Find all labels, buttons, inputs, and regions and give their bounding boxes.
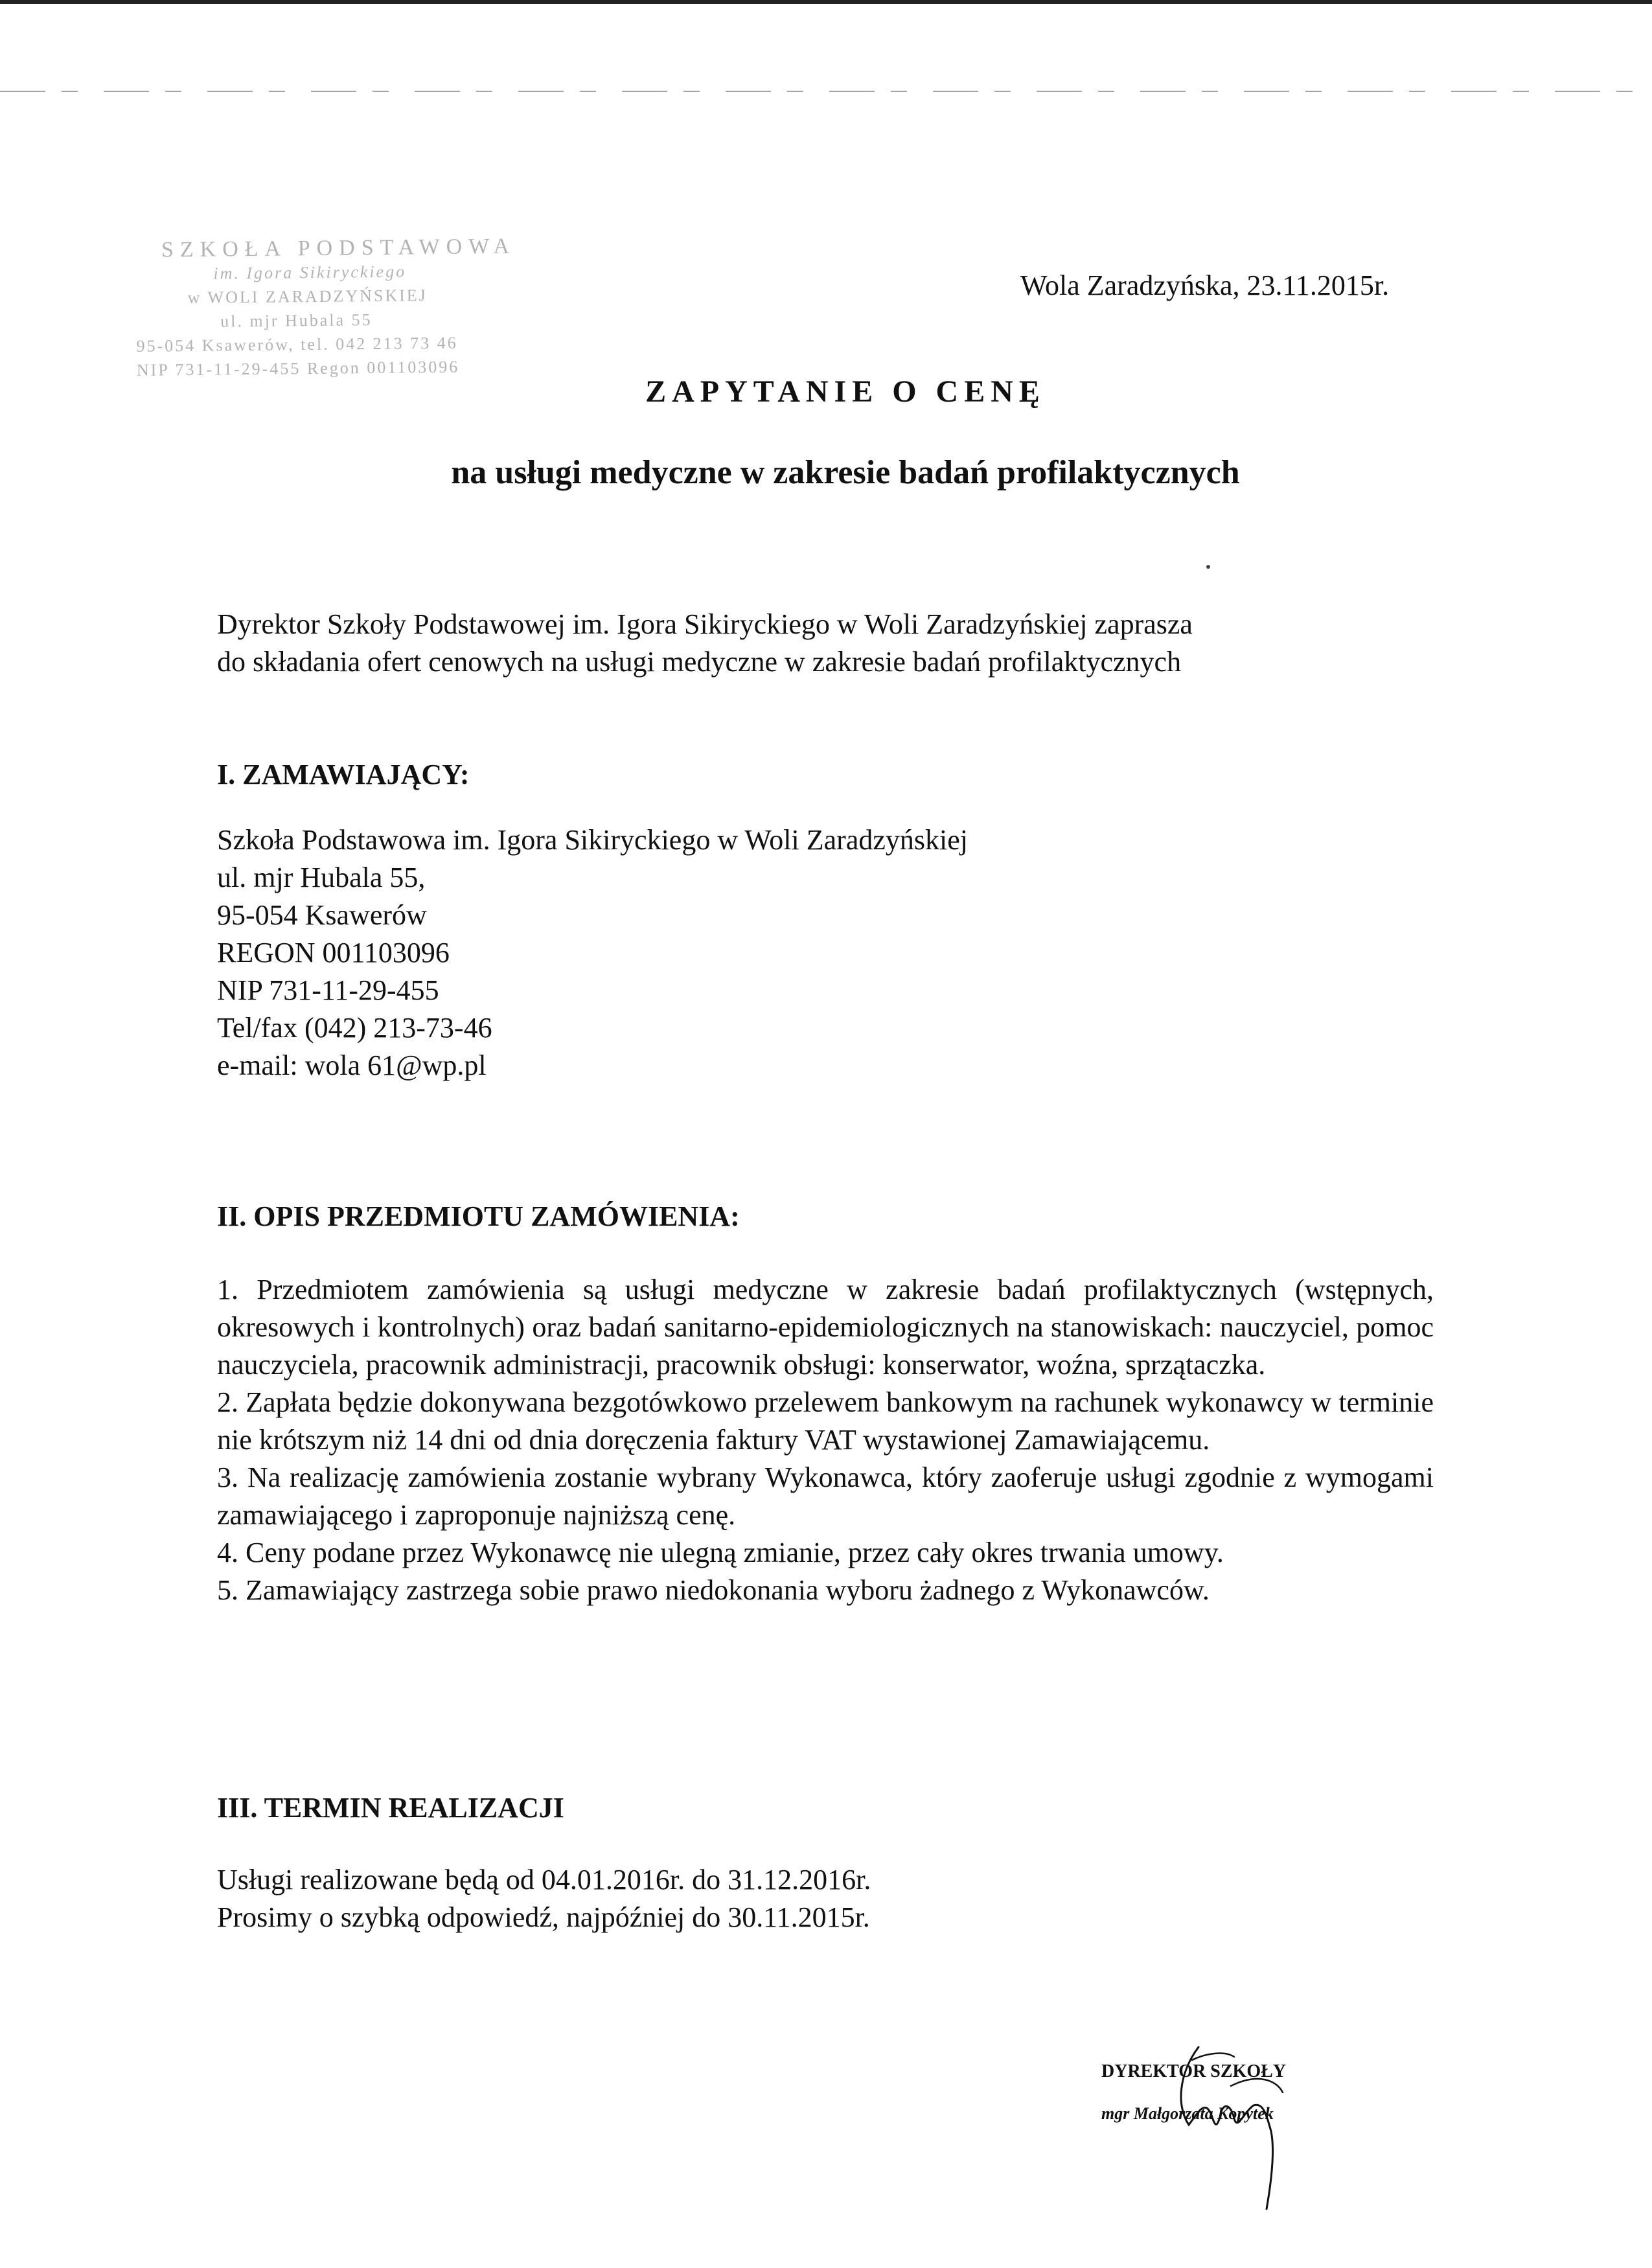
list-item: 3. Na realizację zamówienia zostanie wybrany Wykonawca, który zaoferuje usługi zgodnie z wymogami zamawiającego i zaproponuje najniższą cenę. [217,1461,1434,1531]
client-street: ul. mjr Hubala 55, [217,862,426,893]
list-item: 4. Ceny podane przez Wykonawcę nie ulegną zmianie, przez cały okres trwania umowy. [217,1537,1224,1568]
handwritten-signature [1101,2034,1348,2216]
order-description-list [217,1271,1434,1609]
list-item: 5. Zamawiający zastrzega sobie prawo niedokonania wyboru żadnego z Wykonawców. [217,1574,1210,1606]
list-item: 1. Przedmiotem zamówienia są usługi medyczne w zakresie badań profilaktycznych (wstępnych, okresowych i kontrolnych) oraz badań sanitarno-epidemiologicznych na stanowiskach: nauczyciel, pomoc nauczyciela, pracownik administracji, pracownik obsługi: konserwator, woźna, sprzątaczka. [217,1274,1434,1380]
intro-line: do składania ofert cenowych na usługi medyczne w zakresie badań profilaktycznych [217,646,1182,678]
client-details [217,821,968,1084]
document-title: ZAPYTANIE O CENĘ [645,374,1046,409]
client-name: Szkoła Podstawowa im. Igora Sikiryckiego w Woli Zaradzyńskiej [217,824,968,856]
signature-title: DYREKTOR SZKOŁY [1101,2061,1286,2081]
scan-artifact-line [0,91,1652,92]
stamp-line: 95-054 Ksawerów, tel. 042 213 73 46 [136,333,458,356]
intro-line: Dyrektor Szkoły Podstawowej im. Igora Sikiryckiego w Woli Zaradzyńskiej zaprasza [217,608,1193,640]
document-date: Wola Zaradzyńska, 23.11.2015r. [1020,269,1390,301]
client-email: e-mail: wola 61@wp.pl [217,1049,487,1081]
section-heading-client: I. ZAMAWIAJĄCY: [217,759,470,790]
stamp-line: ul. mjr Hubala 55 [220,310,373,331]
signature-name: mgr Małgorzata Kopytek [1101,2104,1274,2123]
intro-paragraph [217,606,1435,681]
client-nip: NIP 731-11-29-455 [217,974,439,1006]
document-subtitle: na usługi medyczne w zakresie badań profilaktycznych [451,454,1240,491]
term-details [217,1861,871,1936]
scan-speck [1206,565,1210,569]
term-line: Usługi realizowane będą od 04.01.2016r. do 31.12.2016r. [217,1864,871,1896]
school-stamp [122,234,516,387]
stamp-line: SZKOŁA PODSTAWOWA [161,234,516,262]
section-heading-order-description: II. OPIS PRZEDMIOTU ZAMÓWIENIA: [217,1200,740,1232]
scan-border-top [0,0,1652,4]
stamp-line: NIP 731-11-29-455 Regon 001103096 [136,357,460,380]
signature-block [1101,2034,1348,2216]
list-item: 2. Zapłata będzie dokonywana bezgotówkowo przelewem bankowym na rachunek wykonawcy w terminie nie krótszym niż 14 dni od dnia doręczenia faktury VAT wystawionej Zamawiającemu. [217,1386,1434,1456]
client-regon: REGON 001103096 [217,937,450,968]
section-heading-term: III. TERMIN REALIZACJI [217,1792,564,1824]
stamp-line: w WOLI ZARADZYŃSKIEJ [187,286,428,307]
client-phone: Tel/fax (042) 213-73-46 [217,1012,492,1044]
term-line: Prosimy o szybką odpowiedź, najpóźniej do 30.11.2015r. [217,1901,870,1933]
client-city: 95-054 Ksawerów [217,899,427,931]
stamp-line: im. Igora Sikiryckiego [213,262,407,283]
